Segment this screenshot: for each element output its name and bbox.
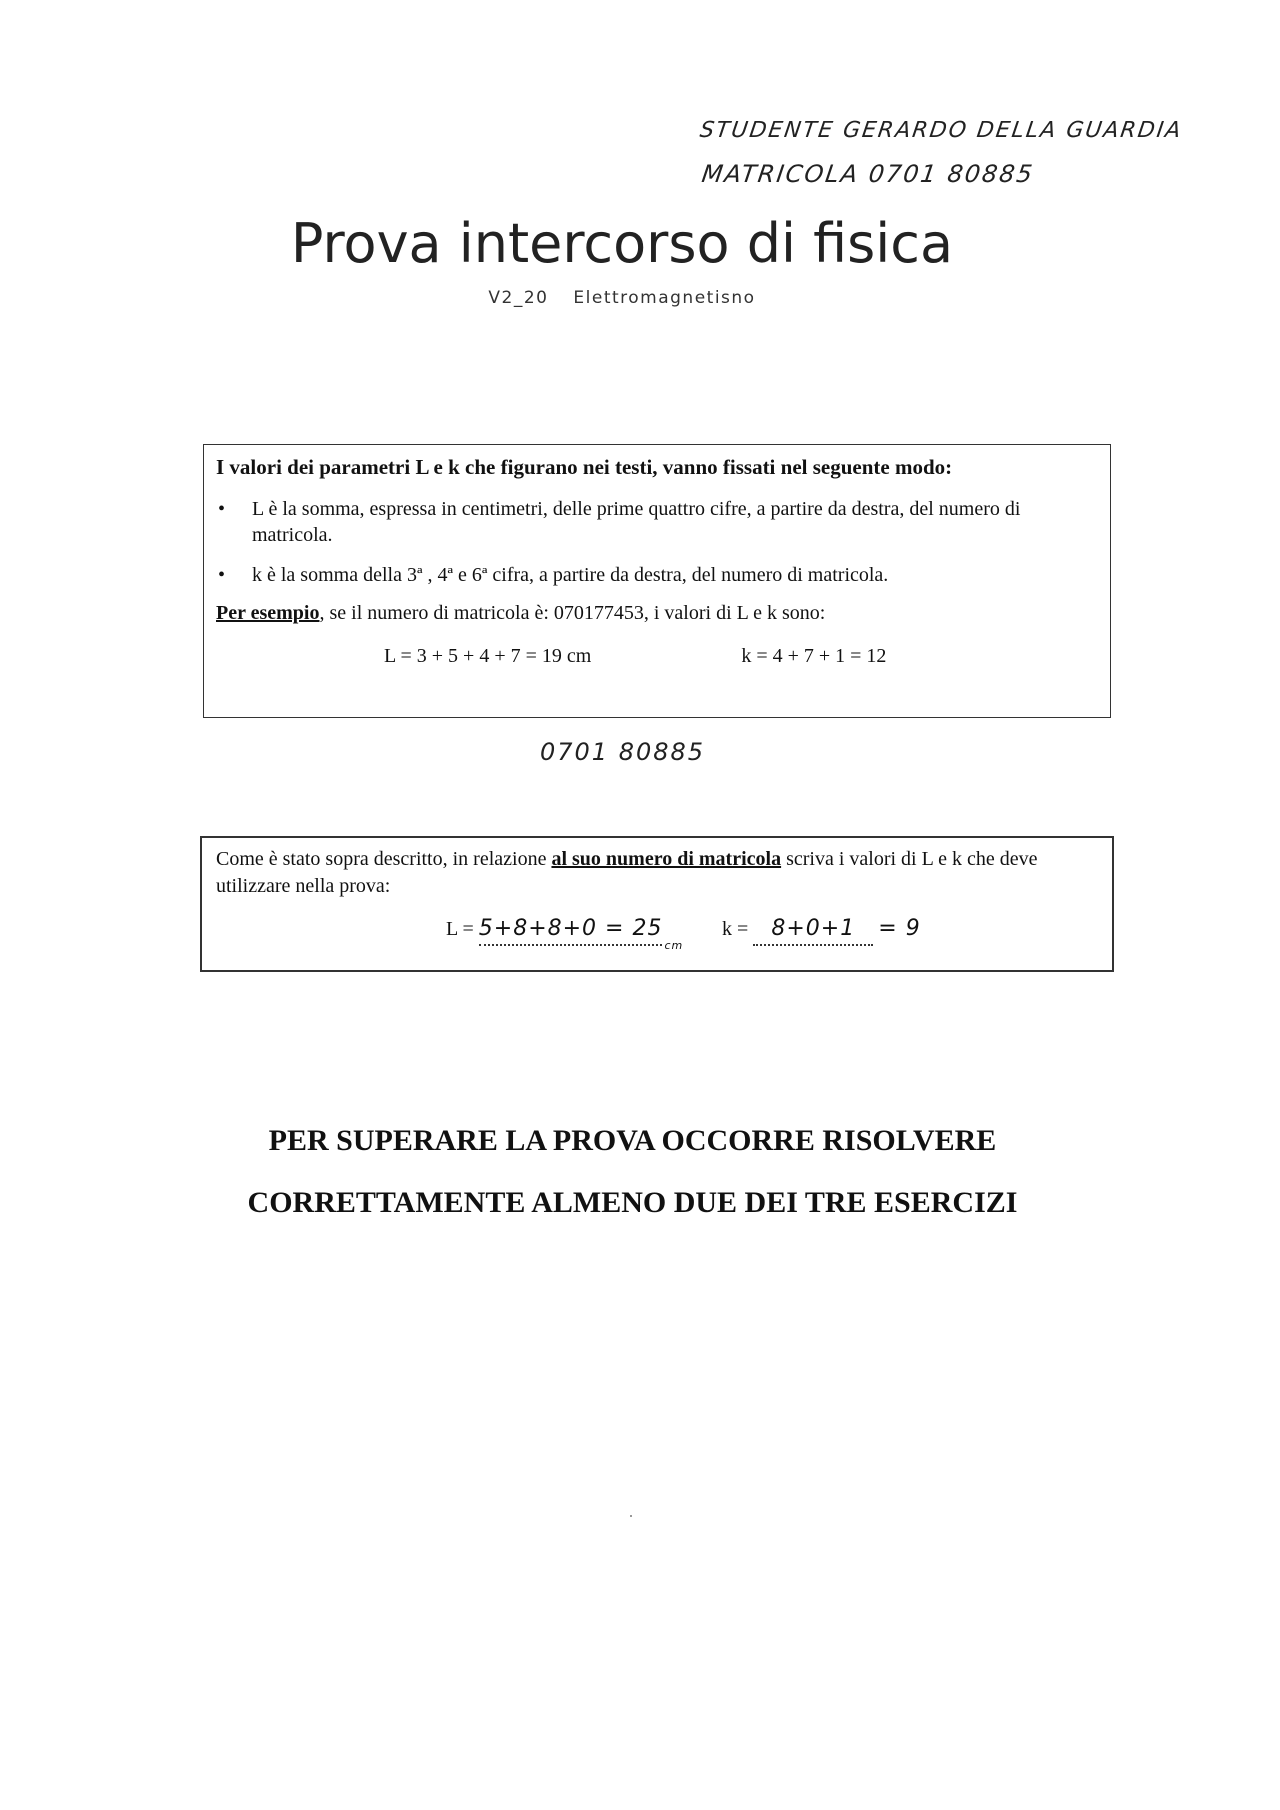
answer-box bbox=[200, 836, 1114, 972]
handwritten-matricola: MATRICOLA 0701 80885 bbox=[700, 160, 1036, 188]
handwritten-number: 0701 80885 bbox=[540, 738, 706, 766]
instructions-bold: al suo numero di matricola bbox=[551, 848, 782, 870]
page-subtitle bbox=[0, 288, 1244, 308]
answer-L-value[interactable]: 5+8+8+0 = 25 bbox=[479, 914, 663, 946]
handwritten-student-name: STUDENTE GERARDO DELLA GUARDIA bbox=[698, 118, 1185, 143]
rule-bullet-L: • L è la somma, espressa in centimetri, delle prime quattro cifre, a partire da destra, del numero di matricola. bbox=[216, 496, 1098, 548]
answer-L-unit: cm bbox=[664, 939, 684, 952]
formula-k: k = 4 + 7 + 1 = 12 bbox=[741, 645, 887, 667]
example-body: , se il numero di matricola è: 070177453, i valori di L e k sono: bbox=[319, 602, 826, 624]
page-title: Prova intercorso di fisica bbox=[290, 212, 954, 275]
answer-L-label: L = bbox=[446, 918, 474, 940]
scan-speck bbox=[630, 1515, 632, 1517]
formula-L: L = 3 + 5 + 4 + 7 = 19 cm bbox=[384, 645, 592, 667]
closing-notice bbox=[0, 1110, 1265, 1234]
instructions-before: Come è stato sopra descritto, in relazione bbox=[216, 848, 552, 870]
example-label: Per esempio bbox=[216, 602, 320, 624]
answer-k-label: k = bbox=[722, 918, 749, 940]
topic-label: Elettromagnetisno bbox=[573, 288, 756, 308]
answer-k-value[interactable]: 8+0+1 bbox=[753, 914, 873, 946]
example-formulas bbox=[216, 645, 1098, 668]
answer-row bbox=[216, 906, 1098, 952]
example-text bbox=[216, 602, 1098, 625]
closing-line-1: PER SUPERARE LA PROVA OCCORRE RISOLVERE bbox=[268, 1124, 997, 1157]
rules-heading: I valori dei parametri L e k che figurano nei testi, vanno fissati nel seguente modo: bbox=[216, 455, 953, 479]
rules-box bbox=[203, 444, 1111, 718]
rule-bullet-k: • k è la somma della 3ª , 4ª e 6ª cifra, a partire da destra, del numero di matricola. bbox=[216, 562, 1098, 588]
answer-k-result: = 9 bbox=[878, 916, 921, 941]
answer-L bbox=[446, 914, 683, 954]
version-code: V2_20 bbox=[488, 288, 549, 308]
instructions-after: scriva i valori di L e k che deve utilizzare nella prova: bbox=[216, 848, 1038, 897]
answer-instructions bbox=[216, 846, 1098, 900]
answer-k bbox=[722, 914, 921, 946]
closing-line-2: CORRETTAMENTE ALMENO DUE DEI TRE ESERCIZI bbox=[247, 1186, 1018, 1219]
